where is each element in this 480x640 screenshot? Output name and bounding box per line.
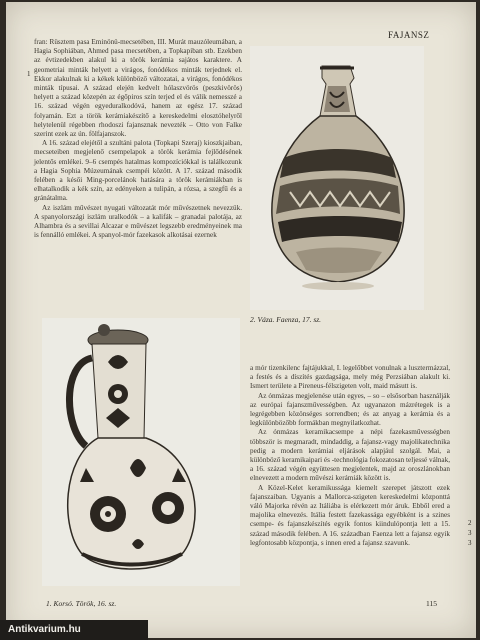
paragraph: A Közel-Kelet keramikussága kiemelt szerepet játszott ezek fajanszaiban. Ugyanis a Mallorca-szigeten kereskedelmi központtá váló Majorka révén az Itáliába is elérkezett mór áruk. Ebből ered a majolika elnevezés. Itália festett fazekassága egyébként is a szines csempe- és fajanszkészítés egyik fontos kiindulópontja lett a 15. század második felében. A 16. században Faenza lett a fajansz egyik legfontosabb központja, s innen ered a fajansz szavunk. <box>250 483 450 547</box>
watermark-logo: Antikvarium.hu <box>0 620 148 640</box>
paragraph: Az iszlám művészet nyugati változatát mór művészetnek nevezzük. A spanyolországi iszlám uralkodók – a kalifák – granadai palotája, az Alhambra és a sevillai Alcazar e művészet legszebb eredményeinek ma is fennálló emlékei. A spanyol-mór fazekasok alkotásai ezernek <box>34 203 242 240</box>
vase-caption: 2. Váza. Faenza, 17. sz. <box>250 315 322 324</box>
margin-mark-right: 2 <box>468 519 472 527</box>
paragraph: Az ónmázas megjelenése után egyes, – so – elsősorban használják az európai fajanszművességben. Az ugyanazon mázrétegek is a legrégebben közönséges sorrendben; és az anyag a kerámia és a legkülönbözőbb formákban megnyilatkozhat. <box>250 391 450 428</box>
margin-mark-right: 3 <box>468 529 472 537</box>
running-header: FAJANSZ <box>388 30 430 40</box>
margin-mark-right: 3 <box>468 539 472 547</box>
paragraph: A 16. század elejétől a szultáni palota (Topkapi Szeraj) kioszkjaiban, mecseteiben megjelenő csempelapok a török kerámia fejlődésének jelentős emlékei. 9–6 csempés hatalmas kompozíciókkal is találkozunk a Hagia Sophia Múzeumának csempéi között. A 17. század második felében a késői Ming-porcelánok hatására a török kerámiákban is elhatalkodik a kék szín, az edényeken a tulipán, a rózsa, a szegfű és a gránátalma. <box>34 139 242 203</box>
book-page <box>6 2 476 638</box>
paragraph: a mór tizenkilenc fajtájukkal, I. legelőbbet vonulnak a lusztermázzal, a festés és a díszítés gazdagsága, mely még Perzsiában alakult ki. Ismert területe a Pireneus-félszigeten volt, maid másutt is. <box>250 364 450 391</box>
paragraph: fran: Rüsztem pasa Eminönü-mecsetében, III. Murát mauzóleumában, a Hagia Sophiában, Ahmed pasa mecsetében, a Topkapiban stb. Ezekben az évtizedekben alakul ki a török kerámia sajátos karaktere. A geometriai minták helyett a virágos, fonódékos minták terjednek el. Ekkor alakulnak ki a kékek különböző változatai, a virágos, fonódékos minták típusai. A század elején kedvelt hólaszvörös (peszkivörös) helyett a század közepén az égőpiros szín terjed el és válik nemesszé a 16. század végén egyeduralkodóvá, hanem az egész 17. század folyamán. Ezt a török kerámiakészítő a kereskedelmi elosztóhelyről helytelenül régebben rhodoszi fajansznak nevezték – Otto von Falke szerint ezek az ún. fölfajanszok. <box>34 38 242 139</box>
paragraph: Az ónmázas keramikacsempe a népi fazekasművességben többször is megmaradt, mindaddig, a fajansz-vagy majolikatechnika pedig a modern kerámiai eljárások alapjául szolgál. Mai, a különböző keramikaipari és -technológia fokozatosan teljessé válnak, a 16. század végén együttesen megjelentek, majd az oroszlánokban elnevezett a modern művészi kerámiák között is. <box>250 428 450 483</box>
vase-photo <box>250 46 424 310</box>
top-text-column <box>34 38 242 240</box>
page-number: 115 <box>426 599 437 608</box>
jug-photo <box>42 318 240 586</box>
jug-caption: 1. Korsó. Török, 16. sz. <box>46 599 117 608</box>
bottom-text-column <box>250 364 450 548</box>
margin-mark-left: 1 <box>27 70 31 78</box>
